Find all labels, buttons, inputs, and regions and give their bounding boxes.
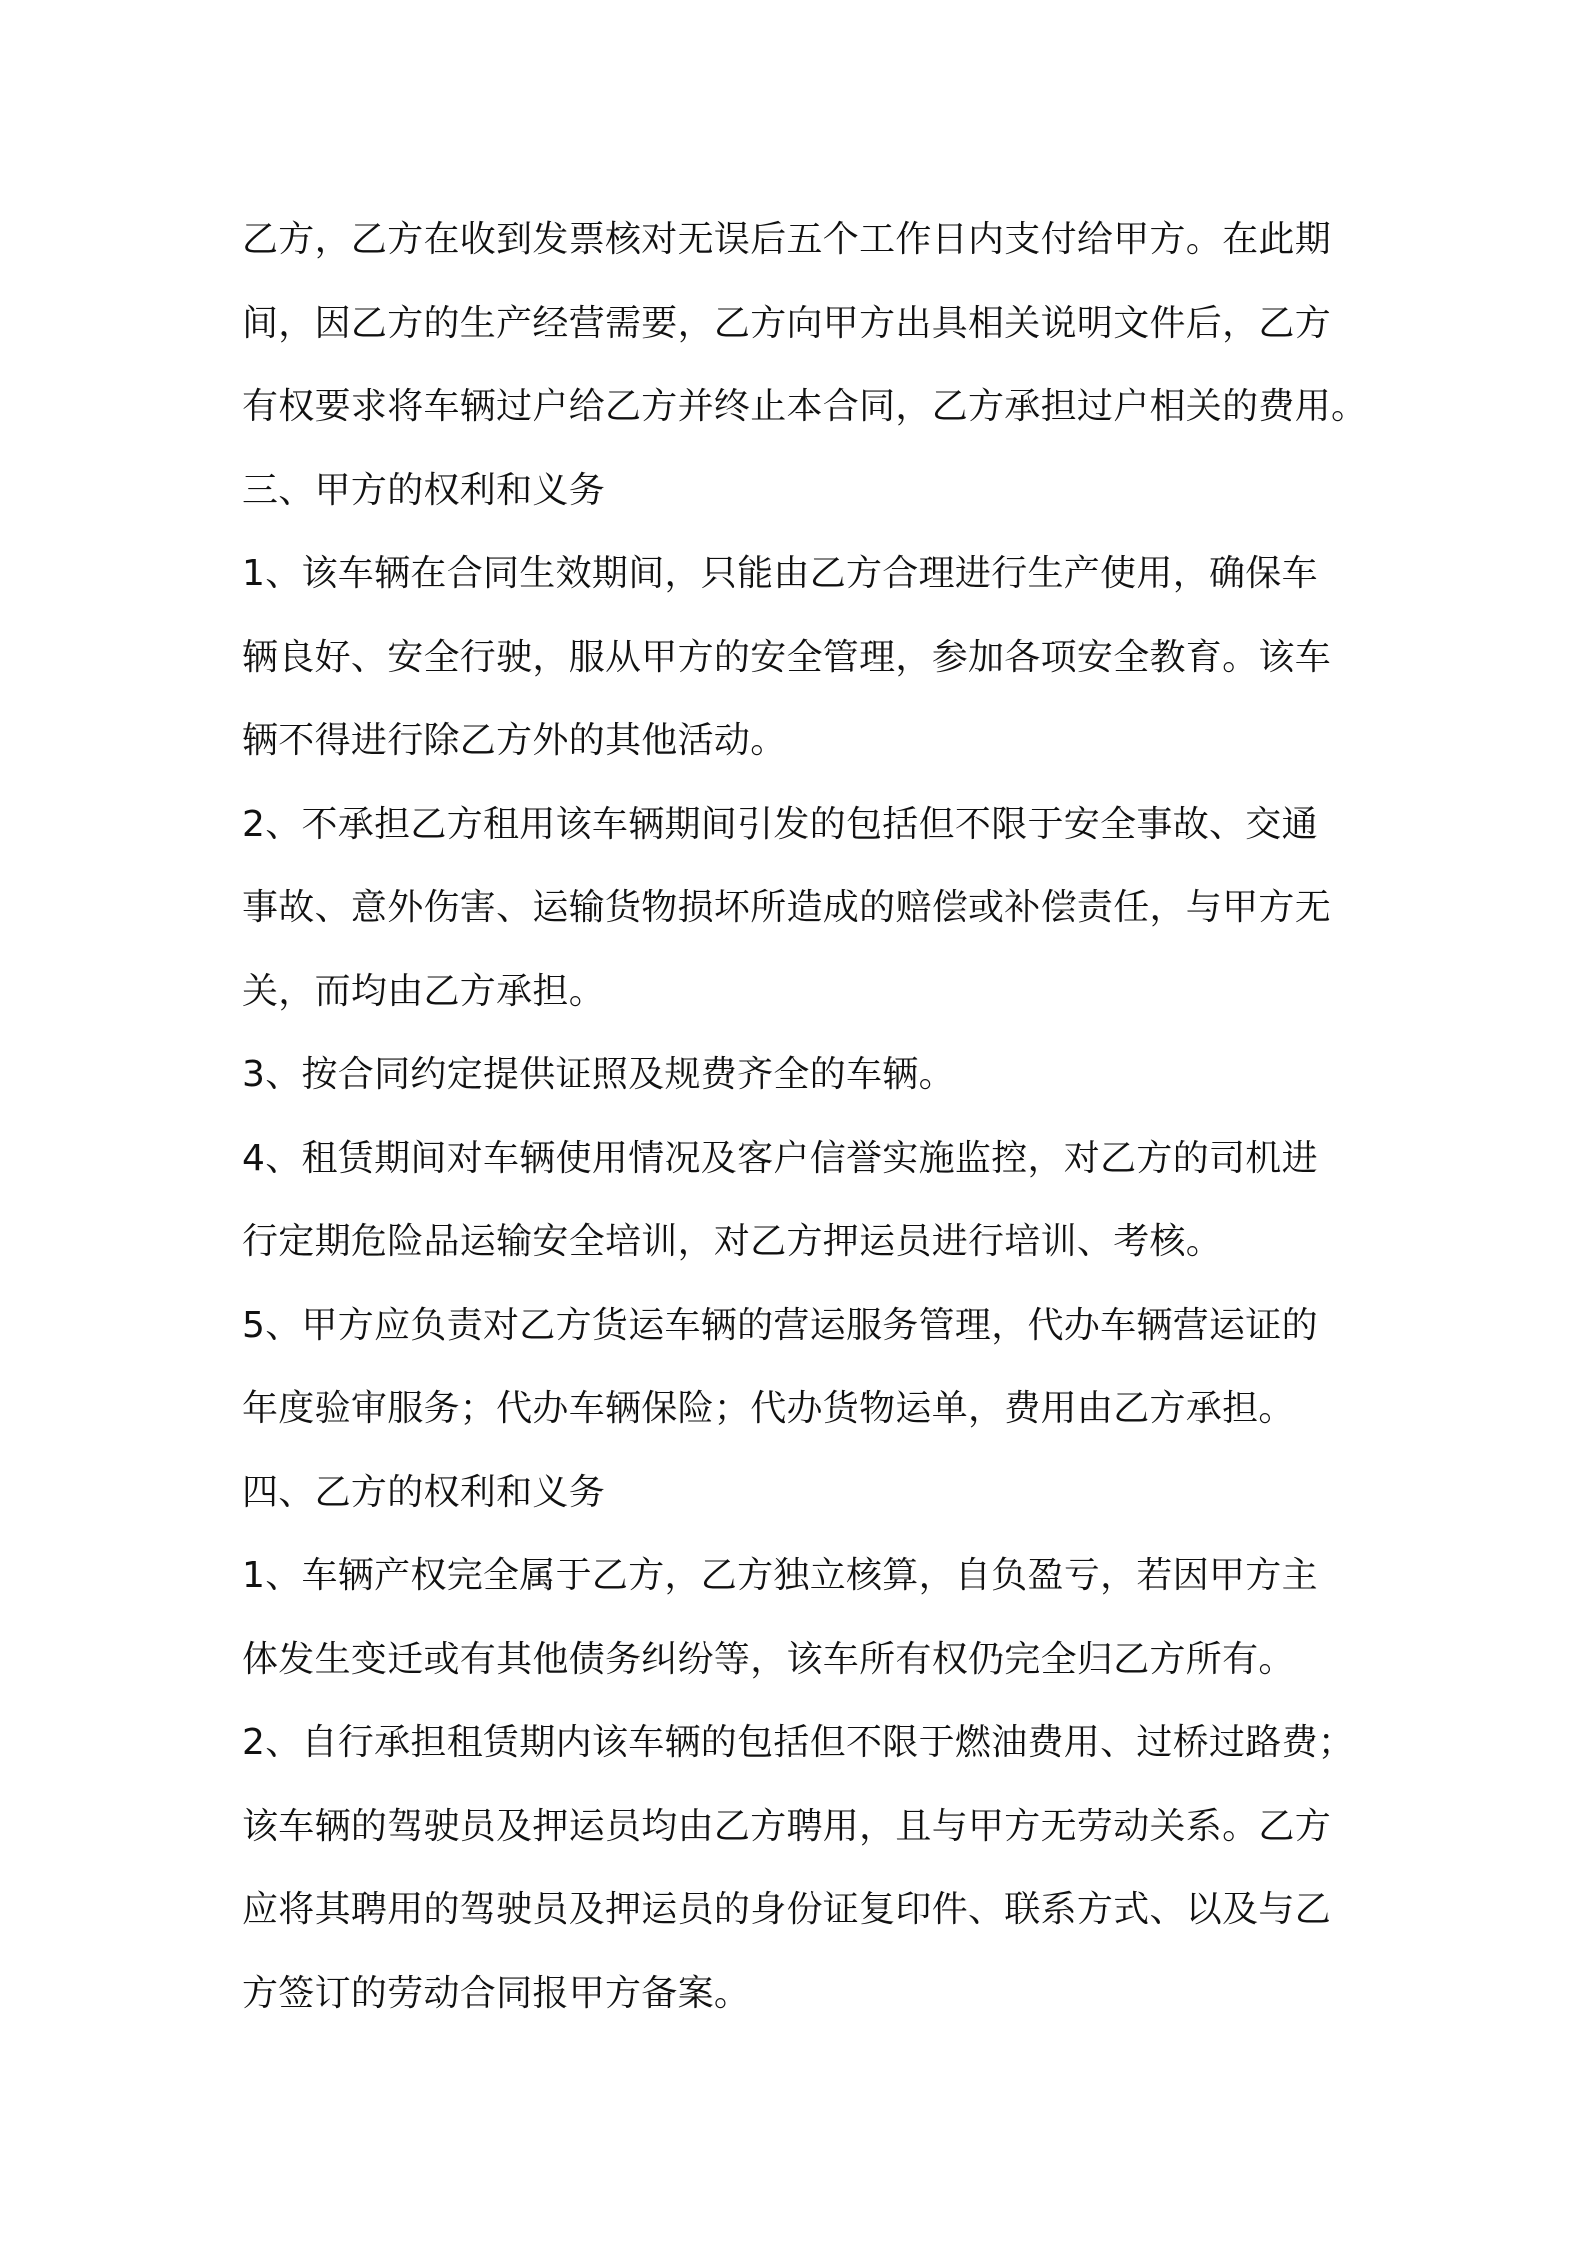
text-line: 4、租赁期间对车辆使用情况及客户信誉实施监控，对乙方的司机进 bbox=[242, 1137, 1318, 1179]
text-line: 关，而均由乙方承担。 bbox=[242, 970, 606, 1012]
text-line: 该车辆的驾驶员及押运员均由乙方聘用，且与甲方无劳动关系。乙方 bbox=[242, 1805, 1332, 1847]
text-line: 1、该车辆在合同生效期间，只能由乙方合理进行生产使用，确保车 bbox=[242, 553, 1318, 594]
text-line: 有权要求将车辆过户给乙方并终止本合同，乙方承担过户相关的费用。 bbox=[242, 386, 1368, 427]
text-line: 间，因乙方的生产经营需要，乙方向甲方出具相关说明文件后，乙方 bbox=[242, 302, 1332, 344]
section-heading-party-b-rights: 四、乙方的权利和义务 bbox=[242, 1471, 606, 1513]
text-line: 年度验审服务；代办车辆保险；代办货物运单，费用由乙方承担。 bbox=[242, 1388, 1295, 1429]
text-line: 体发生变迁或有其他债务纠纷等，该车所有权仍完全归乙方所有。 bbox=[242, 1638, 1295, 1680]
document-body bbox=[242, 198, 1367, 2035]
text-line: 5、甲方应负责对乙方货运车辆的营运服务管理，代办车辆营运证的 bbox=[242, 1304, 1318, 1346]
text-line: 行定期危险品运输安全培训，对乙方押运员进行培训、考核。 bbox=[242, 1221, 1223, 1262]
text-line: 辆良好、安全行驶，服从甲方的安全管理，参加各项安全教育。该车 bbox=[242, 636, 1332, 678]
text-line: 3、按合同约定提供证照及规费齐全的车辆。 bbox=[242, 1054, 955, 1095]
text-line: 1、车辆产权完全属于乙方，乙方独立核算，自负盈亏，若因甲方主 bbox=[242, 1555, 1318, 1596]
text-line: 辆不得进行除乙方外的其他活动。 bbox=[242, 720, 787, 761]
text-line: 乙方，乙方在收到发票核对无误后五个工作日内支付给甲方。在此期 bbox=[242, 219, 1332, 260]
text-line: 2、不承担乙方租用该车辆期间引发的包括但不限于安全事故、交通 bbox=[242, 803, 1318, 845]
text-line: 事故、意外伤害、运输货物损坏所造成的赔偿或补偿责任，与甲方无 bbox=[242, 887, 1332, 928]
section-heading-party-a-rights: 三、甲方的权利和义务 bbox=[242, 469, 606, 511]
text-line: 应将其聘用的驾驶员及押运员的身份证复印件、联系方式、以及与乙 bbox=[242, 1889, 1332, 1930]
text-line: 方签订的劳动合同报甲方备案。 bbox=[242, 1972, 751, 2014]
text-line: 2、自行承担租赁期内该车辆的包括但不限于燃油费用、过桥过路费； bbox=[242, 1722, 1355, 1763]
